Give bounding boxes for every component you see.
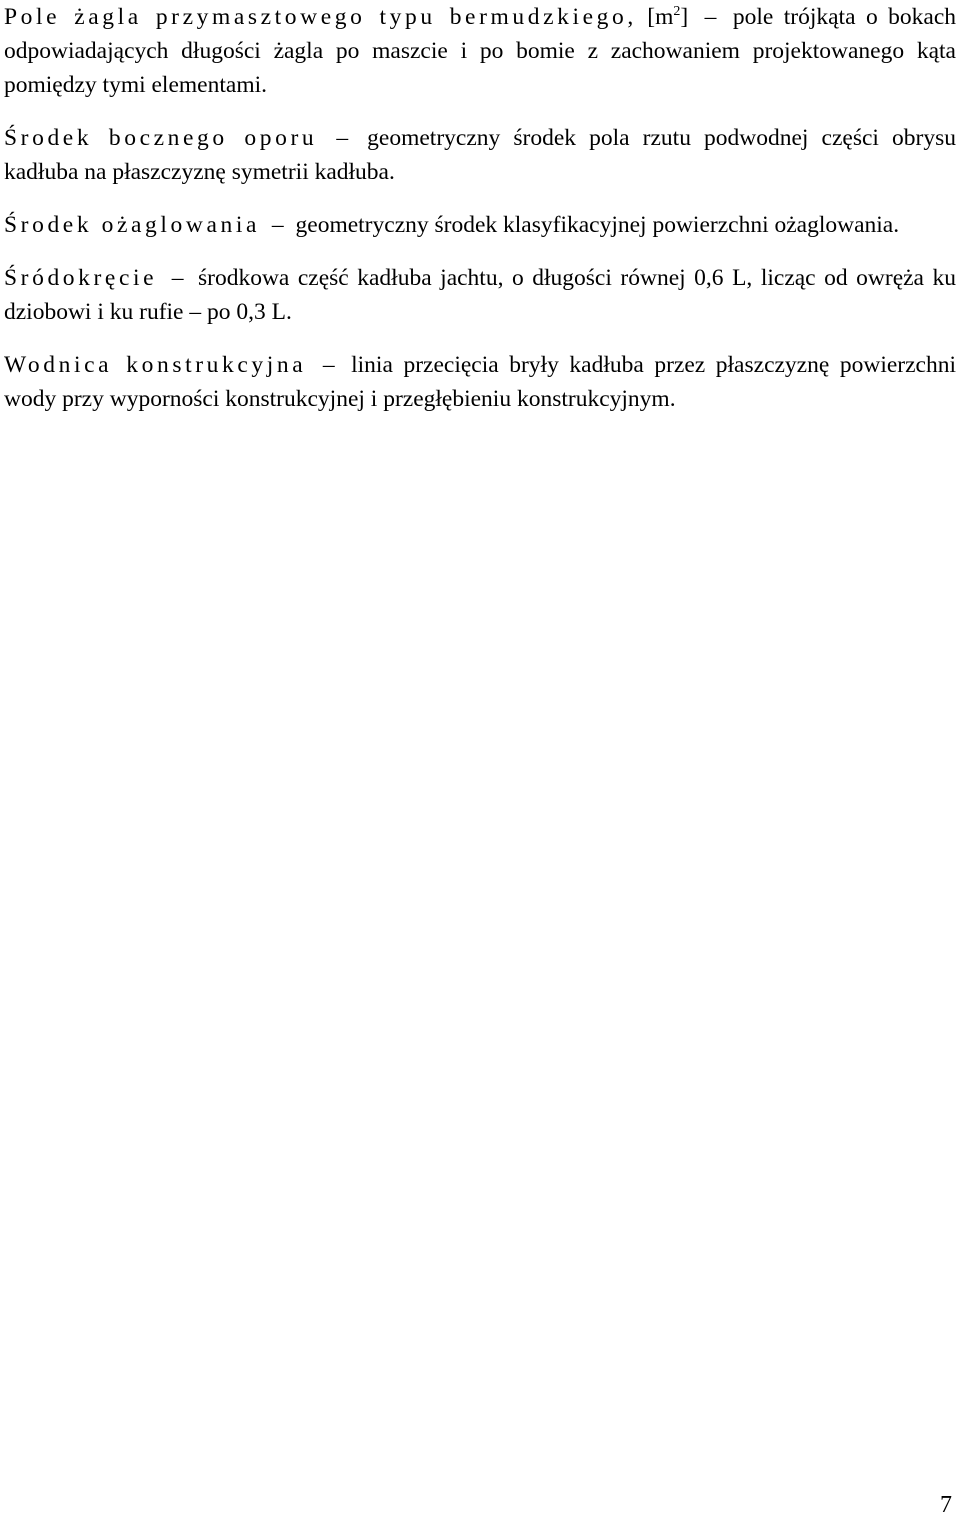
glossary-entry-midship (4, 261, 956, 329)
entry-term: Wodnica konstrukcyjna (4, 352, 307, 378)
glossary-entry-sail-center (4, 208, 956, 242)
glossary-entry-waterline (4, 348, 956, 416)
entry-definition: linia przecięcia bryły kadłuba przez płaszczyznę powierzchni wody przy wyporności konstrukcyjnej i przegłębieniu konstrukcyjnym. (4, 352, 956, 412)
entry-dash: – (271, 212, 284, 238)
entry-term: Śródokręcie (4, 265, 158, 291)
entry-unit: $[m^2]$ (636, 4, 689, 30)
entry-dash: – (322, 352, 335, 378)
page-number: 7 (940, 1492, 952, 1518)
glossary-entries (4, 0, 956, 435)
entry-dash: – (704, 4, 717, 30)
entry-definition: geometryczny środek klasyfikacyjnej powierzchni ożaglowania. (295, 212, 900, 238)
entry-term: Pole żagla przymasztowego typu bermudzkiego, (4, 4, 637, 30)
entry-dash: – (171, 265, 184, 291)
entry-definition: środkowa część kadłuba jachtu, o długości równej 0,6 L, licząc od owręża ku dziobowi i ku rufie – po 0,3 L. (4, 265, 957, 325)
glossary-entry-lateral-resistance (4, 121, 956, 189)
glossary-entry-sail-area (4, 0, 956, 102)
entry-term: Środek bocznego oporu (4, 125, 318, 151)
entry-definition: geometryczny środek pola rzutu podwodnej części obrysu kadłuba na płaszczyznę symetrii kadłuba. (4, 125, 957, 185)
entry-definition: pole trójkąta o bokach odpowiadających długości żagla po maszcie i po bomie z zachowaniem projektowanego kąta pomiędzy tymi elementami. (4, 4, 957, 98)
entry-term: Środek ożaglowania (4, 212, 261, 238)
entry-dash: – (336, 125, 349, 151)
